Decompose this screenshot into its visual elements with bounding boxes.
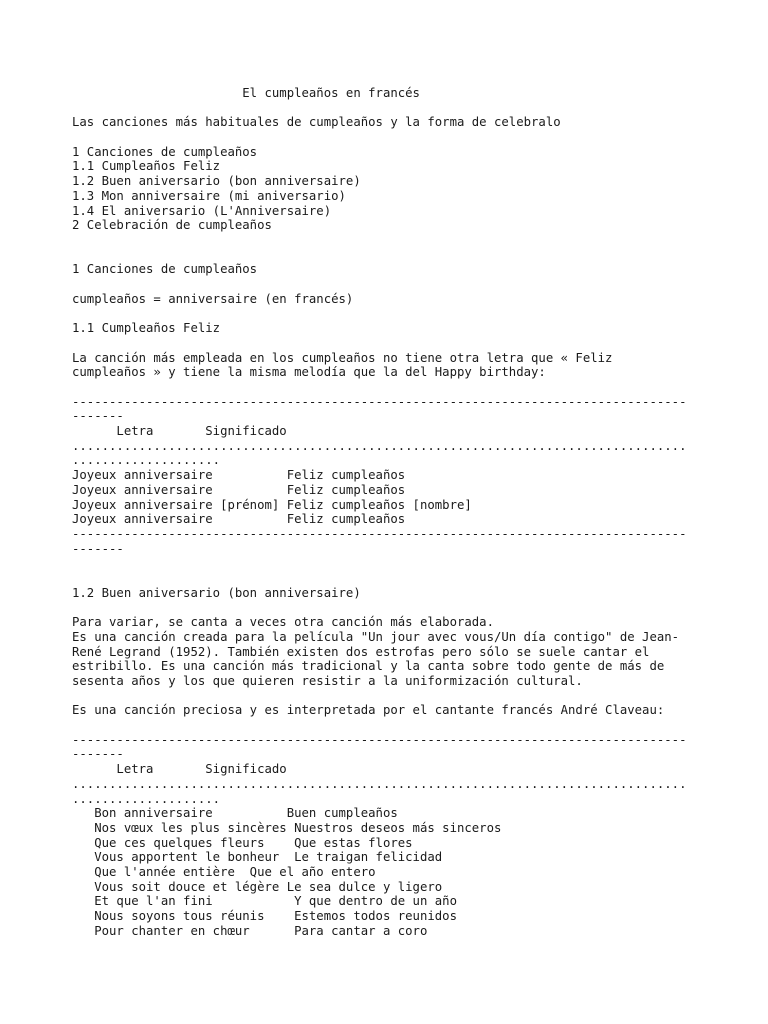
section-heading: 1 Canciones de cumpleaños xyxy=(72,262,258,277)
spacer xyxy=(72,556,712,571)
toc-item: 1.1 Cumpleaños Feliz xyxy=(72,159,221,174)
dot-divider: ................................................................................... xyxy=(72,438,687,453)
table-of-contents xyxy=(72,145,712,233)
paragraph-line: cumpleaños » y tiene la misma melodía que la del Happy birthday: xyxy=(72,365,546,380)
table-row: Que ces quelques fleurs Que estas flores xyxy=(72,835,413,850)
table-header: Letra Significado xyxy=(72,762,287,777)
section-heading: 1.2 Buen aniversario (bon anniversaire) xyxy=(72,585,361,600)
spacer xyxy=(72,306,712,321)
table-row: Que l'année entière Que el año entero xyxy=(72,865,376,880)
toc-item: 1.3 Mon anniversaire (mi aniversario) xyxy=(72,188,346,203)
dash-divider: ------- xyxy=(72,541,124,556)
table-header: Letra Significado xyxy=(72,424,287,439)
table-row: Vous soit douce et légère Le sea dulce y ligero xyxy=(72,879,443,894)
table-row: Nos vœux les plus sincères Nuestros deseos más sinceros xyxy=(72,820,502,835)
table-row: Joyeux anniversaire Feliz cumpleaños xyxy=(72,482,406,497)
section-heading: 1.1 Cumpleaños Feliz xyxy=(72,321,221,336)
paragraph-line: sesenta años y los que quieren resistir a la uniformización cultural. xyxy=(72,673,583,688)
dash-divider: ------- xyxy=(72,409,124,424)
lyrics-table-2 xyxy=(72,733,712,939)
paragraph-line: La canción más empleada en los cumpleaños no tiene otra letra que « Feliz xyxy=(72,350,613,365)
spacer xyxy=(72,718,712,733)
document-title: El cumpleaños en francés xyxy=(72,86,420,100)
dash-divider: ----------------------------------------------------------------------------------- xyxy=(72,394,687,409)
spacer xyxy=(72,233,712,248)
spacer xyxy=(72,600,712,615)
dash-divider: ----------------------------------------------------------------------------------- xyxy=(72,732,687,747)
table-row: Joyeux anniversaire Feliz cumpleaños xyxy=(72,512,406,527)
table-row: Bon anniversaire Buen cumpleaños xyxy=(72,806,398,821)
table-row: Et que l'an fini Y que dentro de un año xyxy=(72,894,457,909)
spacer xyxy=(72,689,712,704)
spacer xyxy=(72,248,712,263)
paragraph-line: Es una canción creada para la película "Un jour avec vous/Un día contigo" de Jean- xyxy=(72,629,680,644)
toc-item: 2 Celebración de cumpleaños xyxy=(72,218,272,233)
spacer xyxy=(72,101,712,116)
dot-divider: ................................................................................... xyxy=(72,776,687,791)
paragraph-line: René Legrand (1952). También existen dos estrofas pero sólo se suele cantar el xyxy=(72,644,650,659)
paragraph-line: estribillo. Es una canción más tradicional y la canta sobre todo gente de más de xyxy=(72,659,665,674)
dot-divider: .................... xyxy=(72,453,221,468)
document-page xyxy=(72,86,712,939)
spacer xyxy=(72,336,712,351)
paragraph-line: Es una canción preciosa y es interpretada por el cantante francés André Claveau: xyxy=(72,703,665,718)
table-row: Joyeux anniversaire [prénom] Feliz cumpleaños [nombre] xyxy=(72,497,472,512)
toc-item: 1.2 Buen aniversario (bon anniversaire) xyxy=(72,174,361,189)
spacer xyxy=(72,277,712,292)
spacer xyxy=(72,130,712,145)
spacer xyxy=(72,380,712,395)
toc-item: 1.4 El aniversario (L'Anniversaire) xyxy=(72,203,332,218)
lyrics-table-1 xyxy=(72,395,712,557)
table-row: Pour chanter en chœur Para cantar a coro xyxy=(72,923,428,938)
toc-item: 1 Canciones de cumpleaños xyxy=(72,144,258,159)
table-row: Nous soyons tous réunis Estemos todos reunidos xyxy=(72,909,457,924)
table-row: Joyeux anniversaire Feliz cumpleaños xyxy=(72,468,406,483)
table-row: Vous apportent le bonheur Le traigan felicidad xyxy=(72,850,443,865)
definition-text: cumpleaños = anniversaire (en francés) xyxy=(72,291,354,306)
dash-divider: ----------------------------------------------------------------------------------- xyxy=(72,526,687,541)
dot-divider: .................... xyxy=(72,791,221,806)
document-subtitle: Las canciones más habituales de cumpleaños y la forma de celebralo xyxy=(72,115,561,130)
dash-divider: ------- xyxy=(72,747,124,762)
spacer xyxy=(72,571,712,586)
paragraph-line: Para variar, se canta a veces otra canción más elaborada. xyxy=(72,615,494,630)
